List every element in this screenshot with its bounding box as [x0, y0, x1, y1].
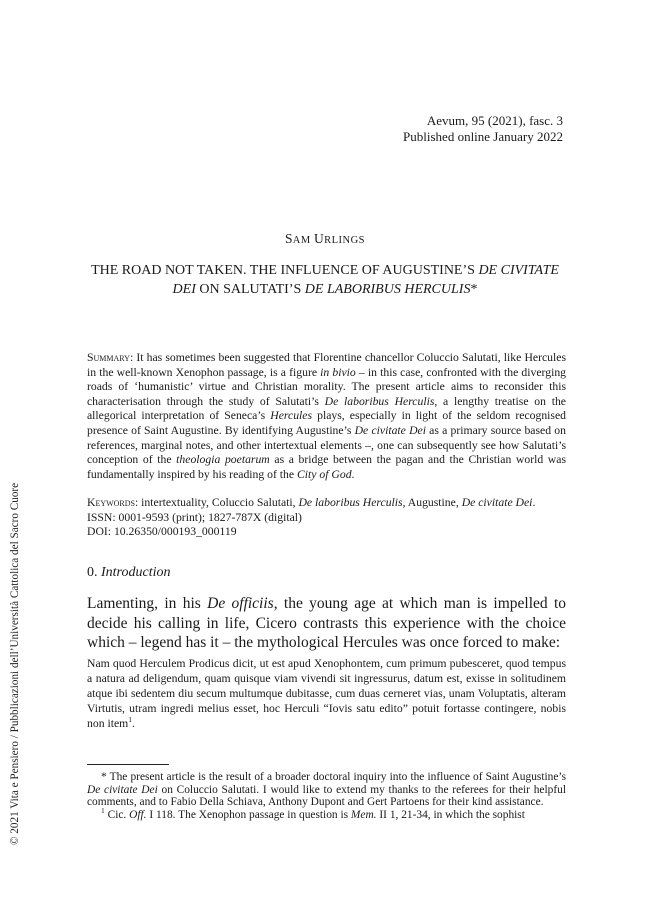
footnote-ref-1: 1 [128, 715, 132, 725]
keywords-line: Keywords: intertextuality, Coluccio Salutati, De laboribus Herculis, Augustine, De civitate Dei. [87, 496, 536, 509]
abstract: Summary: It has sometimes been suggested that Florentine chancellor Coluccio Salutati, like Hercules in the well-known Xenophon passage, is a figure in bivio – in this case, confronted with the diverging roads of ‘humanistic’ virtue and Christian morality. The present article aims to reconsider this characterisation through the study of Salutati’s De laboribus Herculis, a lengthy treatise on the allegorical interpretation of Seneca’s Hercules plays, especially in light of the seldom recognised presence of Saint Augustine. By identifying Augustine’s De civitate Dei as a primary source based on references, marginal notes, and other intertextual elements –, one can subsequently see how Salutati’s conception of the theologia poetarum as a bridge between the pagan and the Christian world was fundamentally inspired by his reading of the City of God. [87, 351, 567, 481]
doi-line: DOI: 10.26350/000193_000119 [87, 525, 237, 539]
keywords-label: Keywords [87, 496, 135, 509]
article-title: THE ROAD NOT TAKEN. THE INFLUENCE OF AUGUSTINE’S DE CIVITATE DEI ON SALUTATI’S DE LABORIBUS HERCULIS* [91, 263, 559, 297]
footnote-divider [87, 764, 169, 765]
author-name: SAM URLINGS [284, 231, 366, 246]
journal-header [403, 113, 563, 145]
intro-paragraph: Lamenting, in his De officiis, the young age at which man is impelled to decide his calling in life, Cicero contrasts this experience with the choice which – legend has it – the mythological Hercules was once forced to make: [87, 595, 567, 651]
footnote-star: * The present article is the result of a broader doctoral inquiry into the influence of Saint Augustine’s De civitate Dei on Coluccio Salutati. I would like to extend my thanks to the referees for their helpful comments, and to Fabio Della Schiava, Anthony Dupont and Gert Partoens for their kind assistance. [87, 771, 566, 809]
issn-line: ISSN: 0001-9593 (print); 1827-787X (digital) [87, 510, 302, 524]
journal-citation: Aevum, 95 (2021), fasc. 3 [426, 113, 563, 128]
latin-quotation: Nam quod Herculem Prodicus dicit, ut est apud Xenophontem, cum primum pubesceret, quod tempus a natura ad deligendum, quam quisque viam vivendi sit ingressurus, datum est, exisse in solitudinem atque ibi sedentem diu secum multumque dubitasse, cum duas cerneret vias, unam Voluptatis, alteram Virtutis, utram ingredi melius esset, hoc Herculi “Iovis satu edito” potuit fortasse contingere, nobis non item$^1$. [87, 657, 566, 730]
copyright-side-note: © 2021 Vita e Pensiero / Pubblicazioni dell’Università Cattolica del Sacro Cuore [9, 482, 21, 845]
footnote-1: $^1$ Cic. Off. I 118. The Xenophon passage in question is Mem. II 1, 21-34, in which the sophist [101, 805, 525, 821]
footnotes [87, 771, 566, 821]
abstract-label: Summary [87, 351, 130, 364]
keywords-block [87, 496, 566, 540]
publication-date: Published online January 2022 [403, 129, 563, 144]
section-heading: 0. Introduction [87, 565, 171, 580]
